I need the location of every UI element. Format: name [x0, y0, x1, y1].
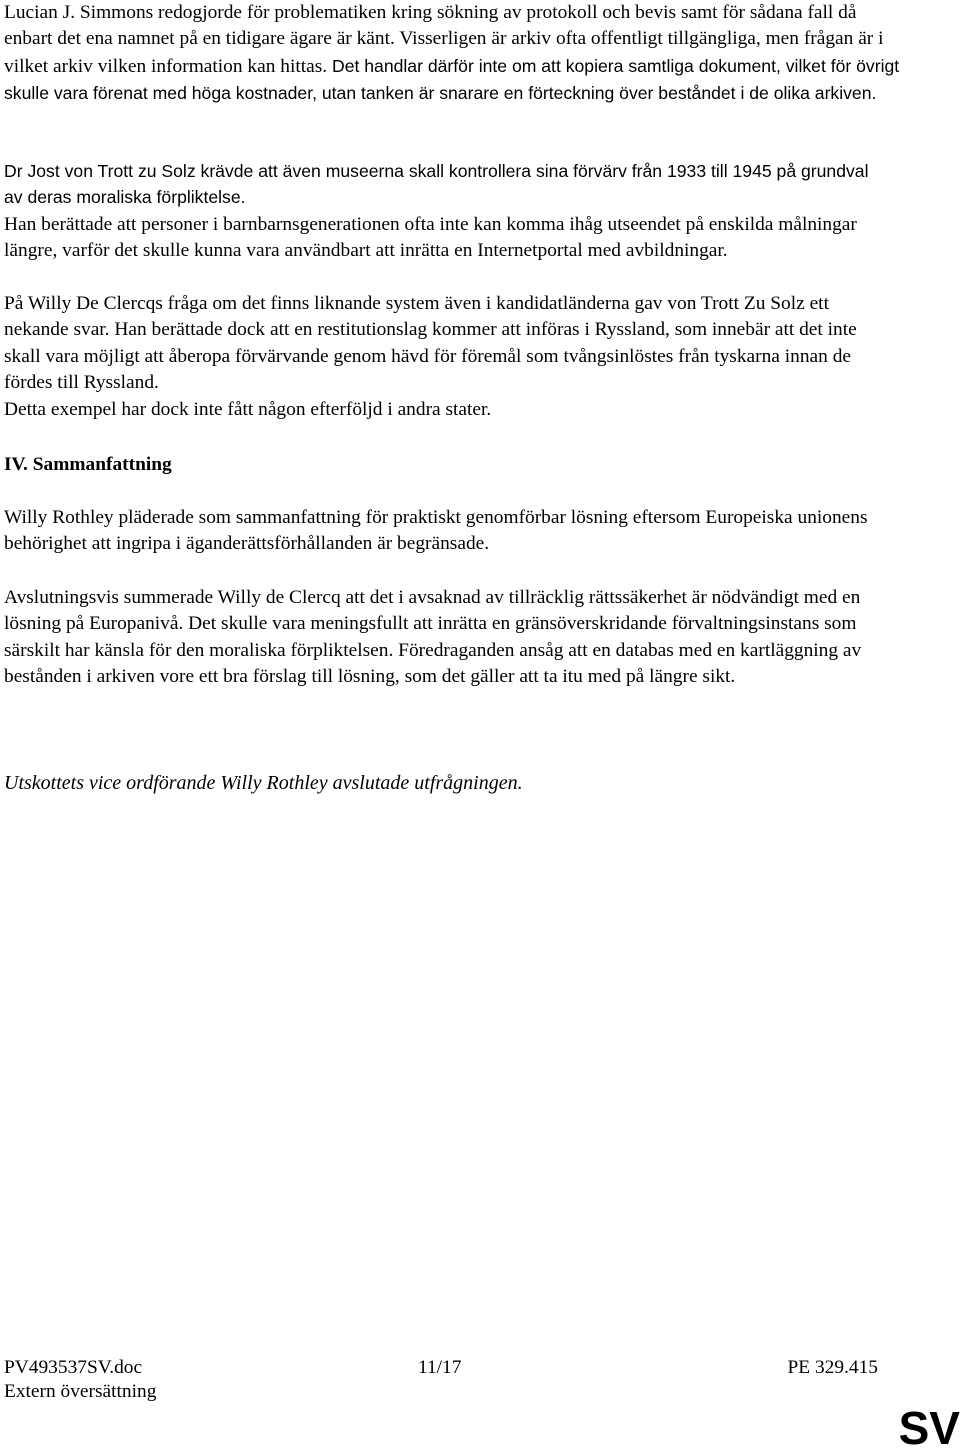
language-code: SV [898, 1402, 960, 1454]
paragraph-trott-portal: Han berättade att personer i barnbarnsgenerationen ofta inte kan komma ihåg utseendet på enskilda målningar längre, varför det skulle kunna vara användbart att inrätta en Internetportal med avbildningar. [4, 214, 857, 262]
pe-number: PE 329.415 [787, 1357, 878, 1378]
paragraph-simmons-serif: Lucian J. Simmons redogjorde för problematiken kring sökning av protokoll och bevis samt för sådana fall då enbart det ena namnet på en tidigare ägare är känt. Visserligen är arkiv ofta offentligt tillgängliga, men frågan är i vilket arkiv vilken information kan hittas. [4, 2, 884, 77]
footer-row [4, 1356, 884, 1380]
paragraph-simmons-sans: Det handlar därför inte om att kopiera samtliga dokument, vilket för övrigt skulle vara förenat med höga kostnader, utan tanken är snarare en förteckning över beståndet i de olika arkiven. [4, 55, 900, 104]
closing-remark: Utskottets vice ordförande Willy Rothley avslutade utfrågningen. [4, 772, 523, 794]
footer-row-translation [4, 1380, 884, 1404]
page-footer [4, 1356, 884, 1404]
paragraph-de-clercq-conclusion: Avslutningsvis summerade Willy de Clercq att det i avsaknad av tillräcklig rättssäkerhet är nödvändigt med en lösning på Europanivå. Det skulle vara meningsfullt att inrätta en gränsöverskridande förvaltningsinstans som särskilt har känsla för den moraliska förpliktelsen. Föredraganden ansåg att en databas med en kartläggning av bestånden i arkiven vore ett bra förslag till lösning, som det gäller att ta itu med på längre sikt. [4, 587, 862, 688]
page-number: 11/17 [418, 1357, 462, 1378]
paragraph-simmons [4, 0, 904, 108]
paragraph-rothley-summary: Willy Rothley pläderade som sammanfattning för praktiskt genomförbar lösning eftersom Europeiska unionens behörighet att ingripa i äganderättsförhållanden är begränsade. [4, 507, 868, 555]
paragraph-no-follow-up: Detta exempel har dock inte fått någon efterföljd i andra stater. [4, 399, 492, 420]
section-heading: IV. Sammanfattning [4, 454, 172, 475]
paragraph-trott-demand: Dr Jost von Trott zu Solz krävde att även museerna skall kontrollera sina förvärv från 1933 till 1945 på grundval av deras moraliska förpliktelse. [4, 161, 869, 208]
document-reference: PV493537SV.doc [4, 1357, 143, 1378]
translation-note: Extern översättning [4, 1381, 157, 1402]
paragraph-de-clercq-question: På Willy De Clercqs fråga om det finns liknande system även i kandidatländerna gav von Trott Zu Solz ett nekande svar. Han berättade dock att en restitutionslag kommer att införas i Ryssland, som innebär att det inte skall vara möjligt att åberopa förvärvande genom hävd för föremål som tvångsinlöstes från tyskarna innan de fördes till Ryssland. [4, 293, 857, 394]
